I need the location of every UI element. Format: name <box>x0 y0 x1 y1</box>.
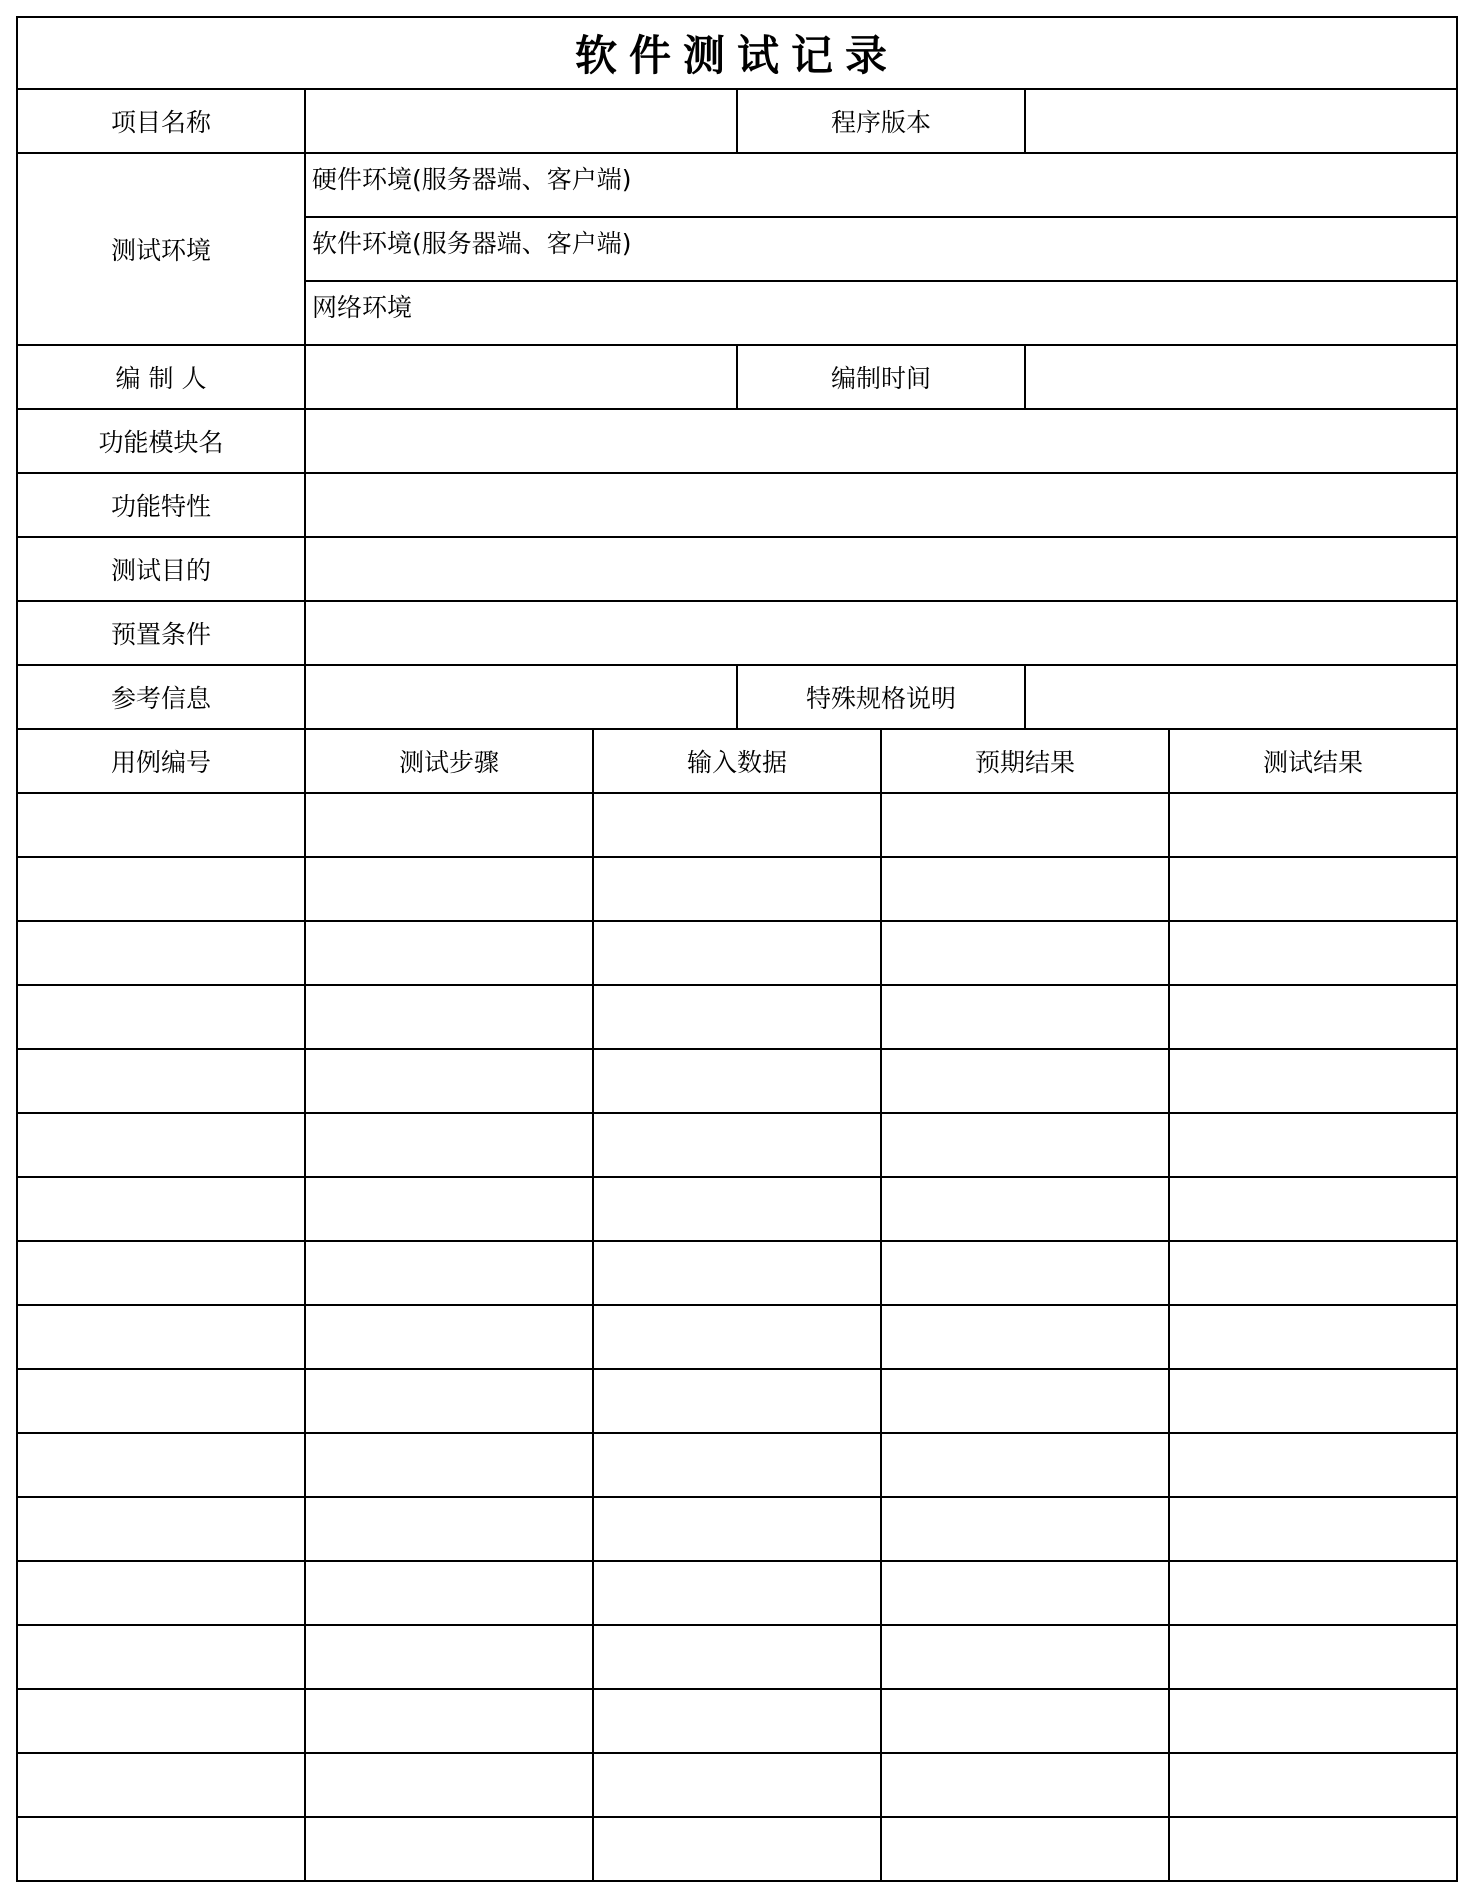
test-steps-cell[interactable] <box>305 1113 593 1177</box>
table-row <box>17 1753 1457 1817</box>
test-env-label: 测试环境 <box>17 153 305 345</box>
table-row <box>17 1049 1457 1113</box>
program-version-label: 程序版本 <box>737 89 1025 153</box>
table-row <box>17 1561 1457 1625</box>
project-name-label: 项目名称 <box>17 89 305 153</box>
precondition-label: 预置条件 <box>17 601 305 665</box>
test-result-cell[interactable] <box>1169 793 1457 857</box>
table-row <box>17 1433 1457 1497</box>
expected-result-cell[interactable] <box>881 1305 1169 1369</box>
test-steps-cell[interactable] <box>305 921 593 985</box>
precondition-field[interactable] <box>305 601 1457 665</box>
test-steps-cell[interactable] <box>305 1049 593 1113</box>
case-id-cell[interactable] <box>17 1241 305 1305</box>
test-steps-cell[interactable] <box>305 1689 593 1753</box>
case-id-header: 用例编号 <box>17 729 305 793</box>
input-data-cell[interactable] <box>593 921 881 985</box>
case-id-cell[interactable] <box>17 1753 305 1817</box>
case-id-cell[interactable] <box>17 793 305 857</box>
expected-result-cell[interactable] <box>881 857 1169 921</box>
title-row <box>17 17 1457 89</box>
network-env-field[interactable]: 网络环境 <box>305 281 1457 345</box>
case-id-cell[interactable] <box>17 1177 305 1241</box>
input-data-cell[interactable] <box>593 1497 881 1561</box>
test-result-cell[interactable] <box>1169 1241 1457 1305</box>
test-result-header: 测试结果 <box>1169 729 1457 793</box>
expected-result-cell[interactable] <box>881 1369 1169 1433</box>
test-result-cell[interactable] <box>1169 1497 1457 1561</box>
input-data-cell[interactable] <box>593 1625 881 1689</box>
test-result-cell[interactable] <box>1169 1817 1457 1881</box>
table-row <box>17 1113 1457 1177</box>
input-data-cell[interactable] <box>593 1049 881 1113</box>
test-result-cell[interactable] <box>1169 857 1457 921</box>
test-steps-cell[interactable] <box>305 1561 593 1625</box>
table-row <box>17 1369 1457 1433</box>
test-result-cell[interactable] <box>1169 1177 1457 1241</box>
test-steps-cell[interactable] <box>305 1625 593 1689</box>
input-data-header: 输入数据 <box>593 729 881 793</box>
special-spec-label: 特殊规格说明 <box>737 665 1025 729</box>
reference-row <box>17 665 1457 729</box>
author-field[interactable] <box>305 345 737 409</box>
test-result-cell[interactable] <box>1169 1433 1457 1497</box>
case-id-cell[interactable] <box>17 1625 305 1689</box>
feature-field[interactable] <box>305 473 1457 537</box>
expected-result-cell[interactable] <box>881 1753 1169 1817</box>
reference-field[interactable] <box>305 665 737 729</box>
expected-result-cell[interactable] <box>881 921 1169 985</box>
expected-result-cell[interactable] <box>881 793 1169 857</box>
case-id-cell[interactable] <box>17 857 305 921</box>
input-data-cell[interactable] <box>593 1689 881 1753</box>
input-data-cell[interactable] <box>593 985 881 1049</box>
expected-result-cell[interactable] <box>881 1497 1169 1561</box>
input-data-cell[interactable] <box>593 1561 881 1625</box>
test-steps-cell[interactable] <box>305 1817 593 1881</box>
software-env-field[interactable]: 软件环境(服务器端、客户端) <box>305 217 1457 281</box>
case-id-cell[interactable] <box>17 1561 305 1625</box>
case-id-cell[interactable] <box>17 1113 305 1177</box>
test-steps-cell[interactable] <box>305 1369 593 1433</box>
test-result-cell[interactable] <box>1169 985 1457 1049</box>
test-result-cell[interactable] <box>1169 921 1457 985</box>
test-steps-cell[interactable] <box>305 1753 593 1817</box>
table-row <box>17 921 1457 985</box>
input-data-cell[interactable] <box>593 1177 881 1241</box>
table-row <box>17 1177 1457 1241</box>
test-steps-cell[interactable] <box>305 857 593 921</box>
module-name-label: 功能模块名 <box>17 409 305 473</box>
case-id-cell[interactable] <box>17 1433 305 1497</box>
project-name-field[interactable] <box>305 89 737 153</box>
table-row <box>17 1817 1457 1881</box>
test-result-cell[interactable] <box>1169 1305 1457 1369</box>
input-data-cell[interactable] <box>593 1753 881 1817</box>
table-row <box>17 857 1457 921</box>
precondition-row <box>17 601 1457 665</box>
feature-label: 功能特性 <box>17 473 305 537</box>
expected-result-cell[interactable] <box>881 1817 1169 1881</box>
expected-result-header: 预期结果 <box>881 729 1169 793</box>
table-row <box>17 1241 1457 1305</box>
table-row <box>17 1497 1457 1561</box>
input-data-cell[interactable] <box>593 793 881 857</box>
test-result-cell[interactable] <box>1169 1561 1457 1625</box>
test-steps-cell[interactable] <box>305 985 593 1049</box>
hardware-env-field[interactable]: 硬件环境(服务器端、客户端) <box>305 153 1457 217</box>
test-steps-cell[interactable] <box>305 1497 593 1561</box>
expected-result-cell[interactable] <box>881 1625 1169 1689</box>
page-title: 软件测试记录 <box>17 17 1457 89</box>
case-id-cell[interactable] <box>17 1689 305 1753</box>
expected-result-cell[interactable] <box>881 1433 1169 1497</box>
expected-result-cell[interactable] <box>881 1561 1169 1625</box>
expected-result-cell[interactable] <box>881 985 1169 1049</box>
expected-result-cell[interactable] <box>881 1113 1169 1177</box>
test-steps-cell[interactable] <box>305 1433 593 1497</box>
test-record-form <box>16 16 1458 1882</box>
case-id-cell[interactable] <box>17 985 305 1049</box>
expected-result-cell[interactable] <box>881 1177 1169 1241</box>
test-steps-cell[interactable] <box>305 793 593 857</box>
test-steps-header: 测试步骤 <box>305 729 593 793</box>
case-id-cell[interactable] <box>17 1817 305 1881</box>
author-row <box>17 345 1457 409</box>
test-result-cell[interactable] <box>1169 1753 1457 1817</box>
case-id-cell[interactable] <box>17 1497 305 1561</box>
case-id-cell[interactable] <box>17 1305 305 1369</box>
case-id-cell[interactable] <box>17 921 305 985</box>
input-data-cell[interactable] <box>593 1113 881 1177</box>
test-steps-cell[interactable] <box>305 1241 593 1305</box>
input-data-cell[interactable] <box>593 1305 881 1369</box>
case-header-row <box>17 729 1457 793</box>
test-result-cell[interactable] <box>1169 1625 1457 1689</box>
test-steps-cell[interactable] <box>305 1305 593 1369</box>
case-id-cell[interactable] <box>17 1369 305 1433</box>
test-result-cell[interactable] <box>1169 1689 1457 1753</box>
table-row <box>17 1689 1457 1753</box>
compile-time-field[interactable] <box>1025 345 1457 409</box>
hardware-env-row <box>17 153 1457 217</box>
input-data-cell[interactable] <box>593 1241 881 1305</box>
compile-time-label: 编制时间 <box>737 345 1025 409</box>
reference-label: 参考信息 <box>17 665 305 729</box>
table-row <box>17 1305 1457 1369</box>
author-label: 编 制 人 <box>17 345 305 409</box>
special-spec-field[interactable] <box>1025 665 1457 729</box>
test-result-cell[interactable] <box>1169 1049 1457 1113</box>
feature-row <box>17 473 1457 537</box>
module-name-row <box>17 409 1457 473</box>
table-row <box>17 1625 1457 1689</box>
project-row <box>17 89 1457 153</box>
expected-result-cell[interactable] <box>881 1049 1169 1113</box>
table-row <box>17 793 1457 857</box>
test-purpose-field[interactable] <box>305 537 1457 601</box>
program-version-field[interactable] <box>1025 89 1457 153</box>
test-purpose-row <box>17 537 1457 601</box>
expected-result-cell[interactable] <box>881 1241 1169 1305</box>
expected-result-cell[interactable] <box>881 1689 1169 1753</box>
test-result-cell[interactable] <box>1169 1369 1457 1433</box>
input-data-cell[interactable] <box>593 1369 881 1433</box>
case-id-cell[interactable] <box>17 1049 305 1113</box>
test-result-cell[interactable] <box>1169 1113 1457 1177</box>
test-purpose-label: 测试目的 <box>17 537 305 601</box>
input-data-cell[interactable] <box>593 857 881 921</box>
module-name-field[interactable] <box>305 409 1457 473</box>
input-data-cell[interactable] <box>593 1817 881 1881</box>
test-steps-cell[interactable] <box>305 1177 593 1241</box>
table-row <box>17 985 1457 1049</box>
input-data-cell[interactable] <box>593 1433 881 1497</box>
